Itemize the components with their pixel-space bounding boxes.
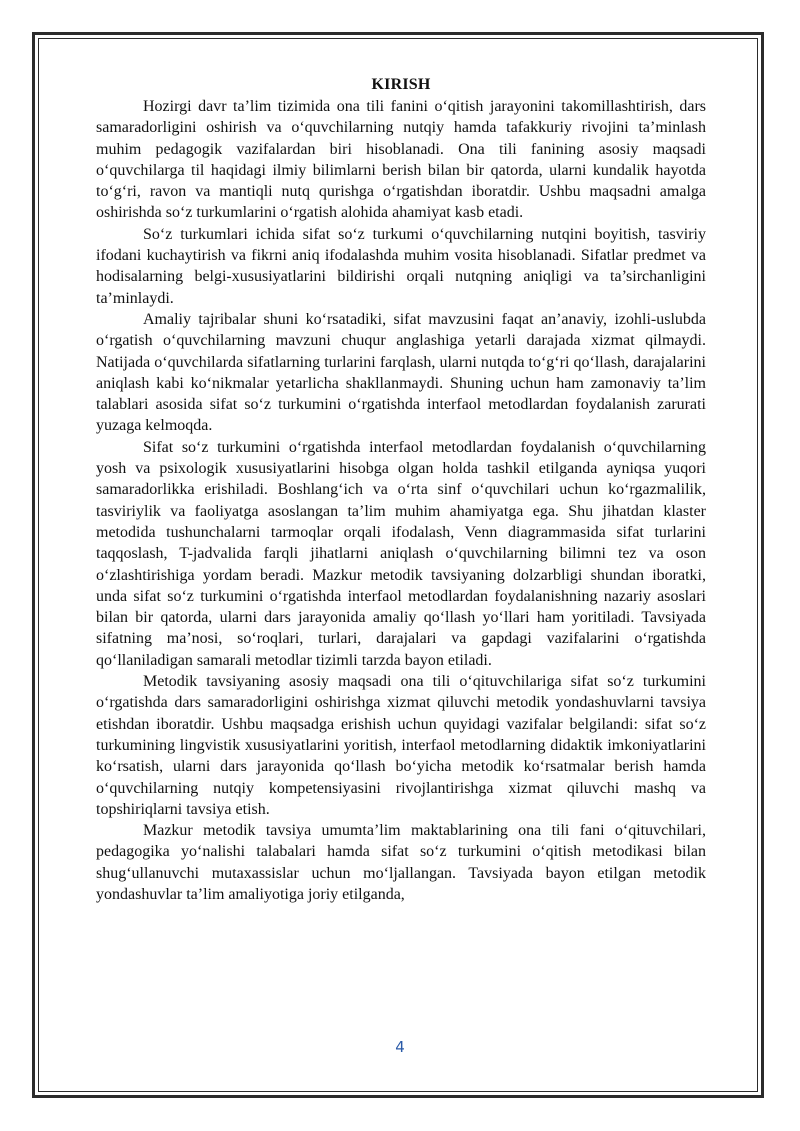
paragraph-6: Mazkur metodik tavsiya umumta’lim maktablarining ona tili fani o‘qituvchilari, pedagogika yo‘nalishi talabalari hamda sifat so‘z turkumini o‘qitish metodikasi bilan shug‘ullanuvchi mutaxassislar uchun mo‘ljallangan. Tavsiyada bayon etilgan metodik yondashuvlar ta’lim amaliyotiga joriy etilganda, <box>96 822 706 903</box>
paragraph-4: Sifat so‘z turkumini o‘rgatishda interfaol metodlardan foydalanish o‘quvchilarning yosh va psixologik xususiyatlarini hisobga olgan holda tashkil etilganda ayniqsa yuqori samaradorlikka erishiladi. Boshlang‘ich va o‘rta sinf o‘quvchilari uchun ko‘rgazmalilik, tasviriylik va faoliyatga asoslangan ta’lim muhim ahamiyatga ega. Shu jihatdan klaster metodida tushunchalarni tarmoqlar orqali ifodalash, Venn diagrammasida sifat turlarini taqqoslash, T-jadvalida farqli jihatlarni aniqlash o‘quvchilarning bilimni tez va oson o‘zlashtirishiga yordam beradi. Mazkur metodik tavsiyaning dolzarbligi shundan iboratki, unda sifat so‘z turkumini o‘rgatishda interfaol metodlardan foydalanishning nazariy asoslari bilan bir qatorda, ularni dars jarayonida amaliy qo‘llash yo‘llari ham yoritiladi. Tavsiyada sifatning ma’nosi, so‘roqlari, turlari, darajalari va gapdagi vazifalarini o‘rgatishda qo‘llaniladigan samarali metodlar tizimli tarzda bayon etiladi. <box>96 438 706 669</box>
page-number: 4 <box>395 1038 405 1056</box>
paragraph-2: So‘z turkumlari ichida sifat so‘z turkumi o‘quvchilarning nutqini boyitish, tasviriy ifodani kuchaytirish va fikrni aniq ifodalashda muhim vosita hisoblanadi. Sifatlar predmet va hodisalarning belgi-xususiyatlarini bildirishi orqali nutqning aniqligi va ta’sirchanligini ta’minlaydi. <box>96 225 706 307</box>
paragraph-3: Amaliy tajribalar shuni ko‘rsatadiki, sifat mavzusini faqat an’anaviy, izohli-uslubda o‘rgatish o‘quvchilarning mavzuni chuqur anglashiga yetarli darajada xizmat qilmaydi. Natijada o‘quvchilarda sifatlarning turlarini farqlash, ularni nutqda to‘g‘ri qo‘llash, darajalarini aniqlash kabi ko‘nikmalar yetarlicha shakllanmaydi. Shuning uchun ham zamonaviy ta’lim talablari asosida sifat so‘z turkumini o‘rgatishda interfaol metodlardan foydalanish zarurati yuzaga kelmoqda. <box>96 310 706 435</box>
paragraph-5: Metodik tavsiyaning asosiy maqsadi ona tili o‘qituvchilariga sifat so‘z turkumini o‘rgatishda dars samaradorligini oshirishga xizmat qiluvchi metodik yondashuvlarni tavsiya etishdan iboratdir. Ushbu maqsadga erishish uchun quyidagi vazifalar belgilandi: sifat so‘z turkumining lingvistik xususiyatlarini yoritish, interfaol metodlarning didaktik imkoniyatlarini ko‘rsatish, ularni dars jarayonida qo‘llash bo‘yicha metodik ko‘rsatmalar berish hamda o‘quvchilarning nutqiy kompetensiyasini rivojlantirishga xizmat qiluvchi mashq va topshiriqlarni tavsiya etish. <box>96 673 706 818</box>
paragraph-1: Hozirgi davr ta’lim tizimida ona tili fanini o‘qitish jarayonini takomillashtirish, dars samaradorligini oshirish va o‘quvchilarning nutqiy hamda tafakkuriy rivojini ta’minlash muhim pedagogik vazifalardan biri hisoblanadi. Ona tili fanining asosiy maqsadi o‘quvchilarga til haqidagi ilmiy bilimlarni berish bilan bir qatorda, ularni kundalik hayotda to‘g‘ri, ravon va mantiqli nutq qurishga o‘rgatishdan iboratdir. Ushbu maqsadni amalga oshirishda so‘z turkumlarini o‘rgatish alohida ahamiyat kasb etadi. <box>96 98 706 222</box>
section-heading: KIRISH <box>371 76 431 93</box>
document-body <box>96 74 706 905</box>
